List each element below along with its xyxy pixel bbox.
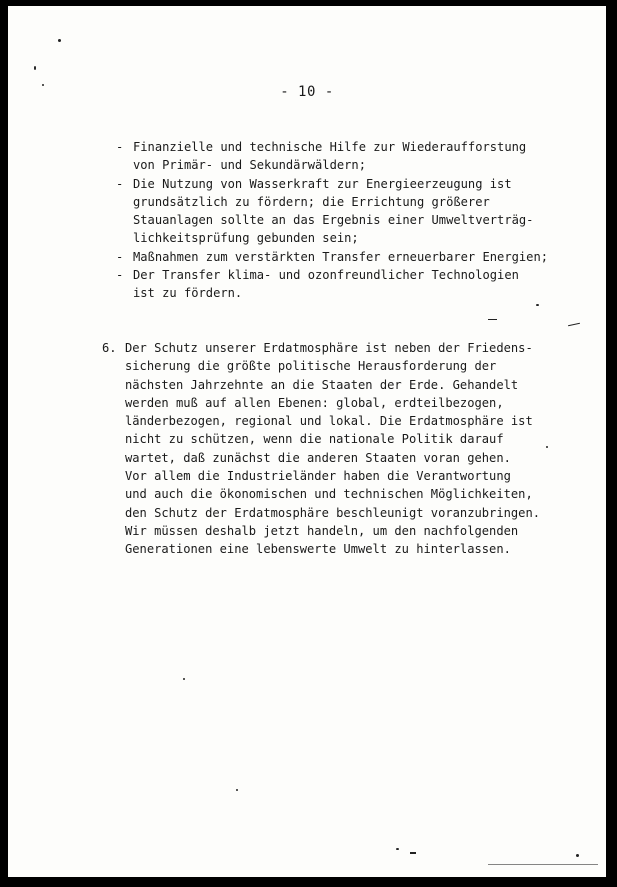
bullet-dash: - bbox=[116, 268, 124, 283]
scan-speck bbox=[536, 304, 539, 306]
scan-speck bbox=[410, 852, 416, 854]
bullet-text bbox=[133, 248, 548, 266]
bullet-item bbox=[116, 248, 548, 266]
bullet-line: Die Nutzung von Wasserkraft zur Energieerzeugung ist bbox=[133, 176, 512, 191]
bullet-text bbox=[133, 175, 533, 248]
bullet-dash: - bbox=[116, 140, 124, 154]
paragraph-body bbox=[125, 339, 540, 559]
scan-speck bbox=[576, 854, 579, 857]
paragraph-line: Wir müssen deshalb jetzt handeln, um den nachfolgenden bbox=[125, 523, 519, 538]
paragraph-line: den Schutz der Erdatmosphäre beschleunigt voranzubringen. bbox=[125, 505, 541, 520]
paragraph-line: wartet, daß zunächst die anderen Staaten voran gehen. bbox=[125, 450, 511, 465]
scan-speck bbox=[34, 66, 36, 70]
scan-speck bbox=[183, 678, 185, 680]
bullet-line: Der Transfer klima- und ozonfreundlicher Technologien bbox=[133, 268, 519, 283]
bullet-text bbox=[133, 266, 519, 303]
scan-speck bbox=[488, 319, 497, 320]
paragraph-line: und auch die ökonomischen und technischen Möglichkeiten, bbox=[125, 487, 533, 502]
numbered-paragraph bbox=[102, 339, 540, 559]
paragraph-number: 6. bbox=[102, 341, 117, 355]
scan-speck bbox=[396, 848, 399, 850]
scan-speck bbox=[58, 39, 61, 42]
bullet-line: grundsätzlich zu fördern; die Errichtung größerer bbox=[133, 194, 490, 209]
bullet-text bbox=[133, 138, 526, 175]
bullet-line: Maßnahmen zum verstärkten Transfer erneuerbarer Energien; bbox=[133, 249, 549, 264]
bullet-dash: - bbox=[116, 249, 124, 264]
bullet-item bbox=[116, 138, 548, 175]
bullet-item bbox=[116, 175, 548, 248]
bullet-line: Finanzielle und technische Hilfe zur Wiederaufforstung bbox=[133, 140, 527, 154]
scan-speck bbox=[546, 446, 548, 448]
bullet-line: lichkeitsprüfung gebunden sein; bbox=[133, 231, 359, 246]
bullet-dash: - bbox=[116, 176, 124, 191]
bullet-list bbox=[116, 138, 548, 303]
scan-speck bbox=[236, 789, 238, 791]
paragraph-line: nicht zu schützen, wenn die nationale Politik darauf bbox=[125, 432, 504, 447]
bullet-line: Stauanlagen sollte an das Ergebnis einer Umweltverträg- bbox=[133, 213, 534, 228]
paragraph-line: nächsten Jahrzehnte an die Staaten der Erde. Gehandelt bbox=[125, 377, 519, 392]
scan-speck bbox=[488, 864, 598, 865]
scanned-page bbox=[8, 6, 606, 877]
paragraph-line: sicherung die größte politische Herausforderung der bbox=[125, 359, 497, 374]
paragraph-line: Der Schutz unserer Erdatmosphäre ist neben der Friedens- bbox=[125, 341, 533, 355]
paragraph-line: länderbezogen, regional und lokal. Die Erdatmosphäre ist bbox=[125, 414, 533, 429]
paragraph-line: Generationen eine lebenswerte Umwelt zu hinterlassen. bbox=[125, 542, 511, 557]
scan-speck bbox=[568, 323, 580, 326]
paragraph-line: werden muß auf allen Ebenen: global, erdteilbezogen, bbox=[125, 395, 504, 410]
bullet-line: ist zu fördern. bbox=[133, 286, 243, 301]
bullet-line: von Primär- und Sekundärwäldern; bbox=[133, 158, 366, 173]
page-number: - 10 - bbox=[280, 84, 334, 100]
bullet-item bbox=[116, 266, 548, 303]
paragraph-line: Vor allem die Industrieländer haben die Verantwortung bbox=[125, 469, 511, 484]
